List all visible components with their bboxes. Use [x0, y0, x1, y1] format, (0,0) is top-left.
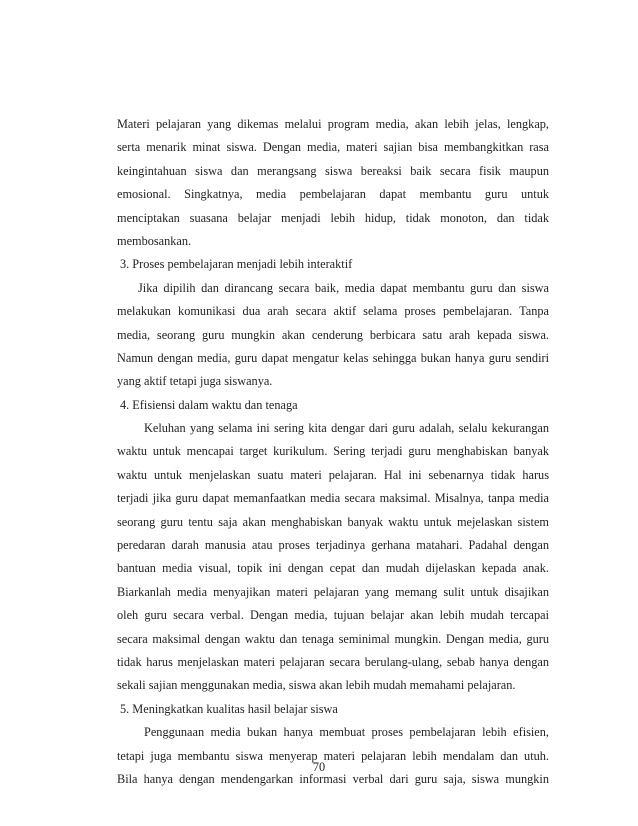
paragraph-line: Materi pelajaran yang dikemas melalui program media, akan lebih jelas, lengkap,	[117, 117, 549, 131]
paragraph-line: Penggunaan media bukan hanya membuat proses pembelajaran lebih efisien,	[144, 725, 549, 740]
paragraph-line: tidak harus menjelaskan materi pelajaran secara berulang-ulang, sebab hanya dengan	[117, 654, 549, 669]
paragraph-line: oleh guru secara verbal. Dengan media, tujuan belajar akan lebih mudah tercapai	[117, 608, 549, 623]
section-heading: 5. Meningkatkan kualitas hasil belajar siswa	[120, 701, 338, 716]
paragraph-line: serta menarik minat siswa. Dengan media, materi sajian bisa membangkitkan rasa	[117, 140, 549, 155]
paragraph-line: emosional. Singkatnya, media pembelajaran dapat membantu guru untuk	[117, 187, 549, 202]
paragraph-line: tetapi juga membantu siswa menyerap materi pelajaran lebih mendalam dan utuh.	[117, 748, 549, 763]
paragraph-line: Jika dipilih dan dirancang secara baik, media dapat membantu guru dan siswa	[138, 280, 549, 295]
paragraph-line: membosankan.	[117, 233, 192, 248]
paragraph-line: peredaran darah manusia atau proses terjadinya gerhana matahari. Padahal dengan	[117, 538, 549, 553]
paragraph-line: Biarkanlah media menyajikan materi pelajaran yang memang sulit untuk disajikan	[117, 584, 549, 599]
paragraph-line: keingintahuan siswa dan merangsang siswa bereaksi baik secara fisik maupun	[117, 163, 549, 178]
paragraph-line: secara maksimal dengan waktu dan tenaga seminimal mungkin. Dengan media, guru	[117, 631, 549, 646]
body-text	[117, 113, 549, 791]
paragraph-line: sekali sajian menggunakan media, siswa akan lebih mudah memahami pelajaran.	[117, 678, 516, 693]
section-heading: 3. Proses pembelajaran menjadi lebih interaktif	[120, 257, 353, 272]
paragraph-line: media, seorang guru mungkin akan cenderung berbicara satu arah kepada siswa.	[117, 327, 549, 342]
paragraph-line: bantuan media visual, topik ini dengan cepat dan mudah dijelaskan kepada anak.	[117, 561, 549, 576]
paragraph-line: waktu untuk menjelaskan suatu materi pelajaran. Hal ini sebenarnya tidak harus	[117, 467, 549, 482]
paragraph-line: yang aktif tetapi juga siswanya.	[117, 374, 273, 389]
paragraph-line: melakukan komunikasi dua arah secara aktif selama proses pembelajaran. Tanpa	[117, 304, 549, 319]
page-number: 70	[312, 760, 326, 774]
paragraph-line: seorang guru tentu saja akan menghabiskan banyak waktu untuk mejelaskan sistem	[117, 514, 549, 529]
section-heading: 4. Efisiensi dalam waktu dan tenaga	[120, 397, 298, 412]
paragraph-line: menciptakan suasana belajar menjadi lebih hidup, tidak monoton, dan tidak	[117, 210, 549, 225]
paragraph-line: waktu untuk mencapai target kurikulum. Sering terjadi guru menghabiskan banyak	[117, 444, 549, 459]
paragraph-line: Namun dengan media, guru dapat mengatur kelas sehingga bukan hanya guru sendiri	[117, 350, 549, 365]
paragraph-line: terjadi jika guru dapat memanfaatkan media secara maksimal. Misalnya, tanpa media	[117, 491, 549, 506]
paragraph-line: Bila hanya dengan mendengarkan informasi verbal dari guru saja, siswa mungkin	[117, 771, 549, 786]
paragraph-line: Keluhan yang selama ini sering kita dengar dari guru adalah, selalu kekurangan	[144, 421, 549, 436]
